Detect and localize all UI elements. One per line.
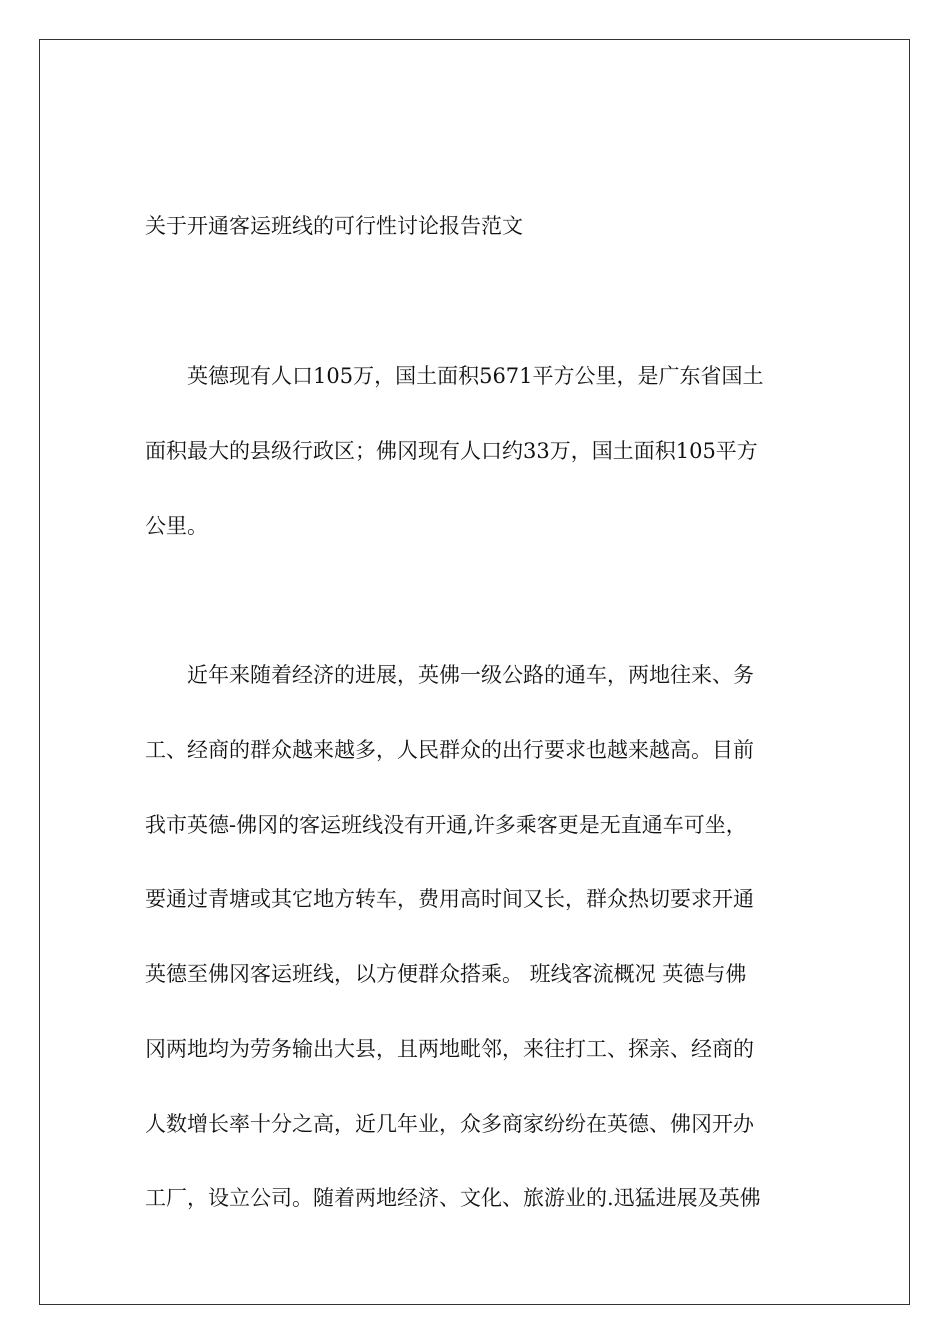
paragraph-2-line-4: 要通过青塘或其它地方转车，费用高时间又长，群众热切要求开通	[145, 887, 754, 911]
paragraph-2-line-6: 冈两地均为劳务输出大县，且两地毗邻，来往打工、探亲、经商的	[145, 1037, 754, 1061]
paragraph-2-line-8: 工厂，设立公司。随着两地经济、文化、旅游业的.迅猛进展及英佛	[145, 1186, 761, 1210]
paragraph-1-line-1: 英德现有人口105万，国土面积5671平方公里，是广东省国土	[187, 364, 764, 388]
paragraph-2-line-7: 人数增长率十分之高，近几年业，众多商家纷纷在英德、佛冈开办	[145, 1112, 754, 1136]
paragraph-1-line-2: 面积最大的县级行政区；佛冈现有人口约33万，国土面积105平方	[145, 439, 758, 463]
paragraph-2-line-2: 工、经商的群众越来越多，人民群众的出行要求也越来越高。目前	[145, 738, 754, 762]
paragraph-1-line-3: 公里。	[145, 514, 208, 538]
paragraph-2-line-1: 近年来随着经济的进展，英佛一级公路的通车，两地往来、务	[187, 663, 754, 687]
paragraph-2-line-5: 英德至佛冈客运班线，以方便群众搭乘。 班线客流概况 英德与佛	[145, 962, 747, 986]
paragraph-2-line-3: 我市英德-佛冈的客运班线没有开通,许多乘客更是无直通车可坐，	[145, 813, 747, 837]
document-title: 关于开通客运班线的可行性讨论报告范文	[145, 214, 523, 238]
